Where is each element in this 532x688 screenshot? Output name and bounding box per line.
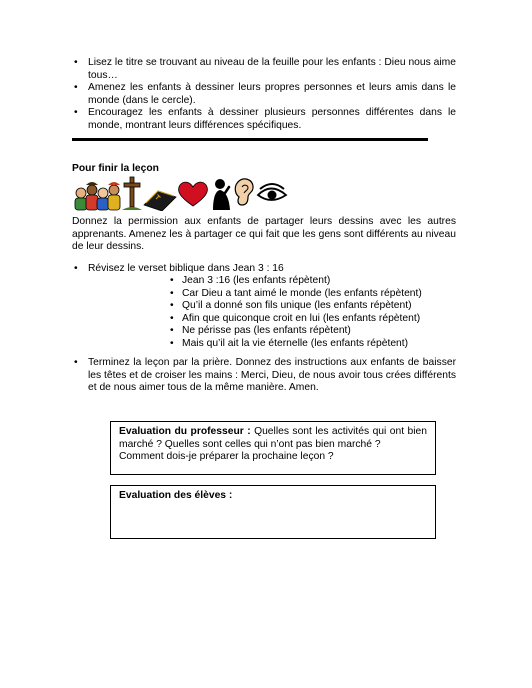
closing-text: Terminez la leçon par la prière. Donnez des instructions aux enfants de baisser les têtes et de croiser les mains : Merci, Dieu, de nous avoir tous crées différents et de nous aimer tous de la même manière. Amen. [88, 357, 456, 393]
praying-person-icon [213, 179, 230, 210]
section-heading: Pour finir la leçon [72, 163, 159, 174]
closing-item [72, 357, 456, 395]
list-item: • Mais qu’il ait la vie éternelle (les enfants répètent) [170, 337, 409, 349]
children-group-icon [75, 182, 120, 210]
bullet: • [74, 107, 78, 118]
bullet: • [170, 312, 174, 324]
divider [72, 138, 428, 141]
bullet: • [74, 57, 78, 68]
student-evaluation-box [110, 485, 436, 539]
list-item: • Amenez les enfants à dessiner leurs propres personnes et leurs amis dans le monde (dans le cercle). [74, 82, 456, 106]
verse-list [168, 275, 448, 350]
teacher-evaluation-text: Quelles sont les activités qui ont bien marché ? Quelles sont celles qui n’ont pas bien marché ? [119, 426, 427, 450]
teacher-evaluation-text-2: Comment dois-je préparer la prochaine leçon ? [119, 451, 334, 462]
list-item: • Car Dieu a tant aimé le monde (les enfants répètent) [170, 287, 422, 299]
list-item: • Encouragez les enfants à dessiner plusieurs personnes différentes dans le monde, montrant leurs différences spécifiques. [74, 107, 456, 131]
teacher-evaluation-box [110, 421, 436, 475]
list-item: • Jean 3 :16 (les enfants répètent) [170, 275, 331, 286]
bullet: • [170, 325, 174, 336]
eye-icon [258, 184, 286, 200]
heart-icon [179, 182, 208, 206]
bullet: • [170, 287, 174, 299]
list-item: • Lisez le titre se trouvant au niveau de la feuille pour les enfants : Dieu nous aime tous… [74, 57, 456, 81]
bullet: • [74, 82, 78, 93]
ear-icon [235, 179, 253, 205]
bible-icon [144, 191, 176, 211]
bullet: • [170, 300, 174, 311]
bullet: • [170, 275, 174, 286]
bullet: • [74, 263, 78, 274]
list-item: • Ne périsse pas (les enfants répètent) [170, 325, 351, 336]
lesson-icons [72, 175, 292, 211]
bullet: • [170, 337, 174, 349]
verse-intro-item [72, 263, 456, 276]
list-item: • Qu’il a donné son fils unique (les enfants répètent) [170, 300, 412, 311]
verse-intro: Révisez le verset biblique dans Jean 3 : 16 [88, 263, 284, 274]
intro-paragraph: Donnez la permission aux enfants de partager leurs dessins avec les autres apprenants. Amenez les à partager ce qui fait que les gens sont différents au niveau de leur dessins. [72, 216, 456, 252]
student-evaluation-label: Evaluation des élèves : [119, 490, 233, 501]
bullet: • [74, 357, 78, 368]
list-item: • Afin que quiconque croit en lui (les enfants répètent) [170, 312, 421, 324]
instruction-list [72, 57, 456, 132]
cross-icon [122, 177, 142, 210]
teacher-evaluation-label: Evaluation du professeur : [119, 426, 251, 437]
